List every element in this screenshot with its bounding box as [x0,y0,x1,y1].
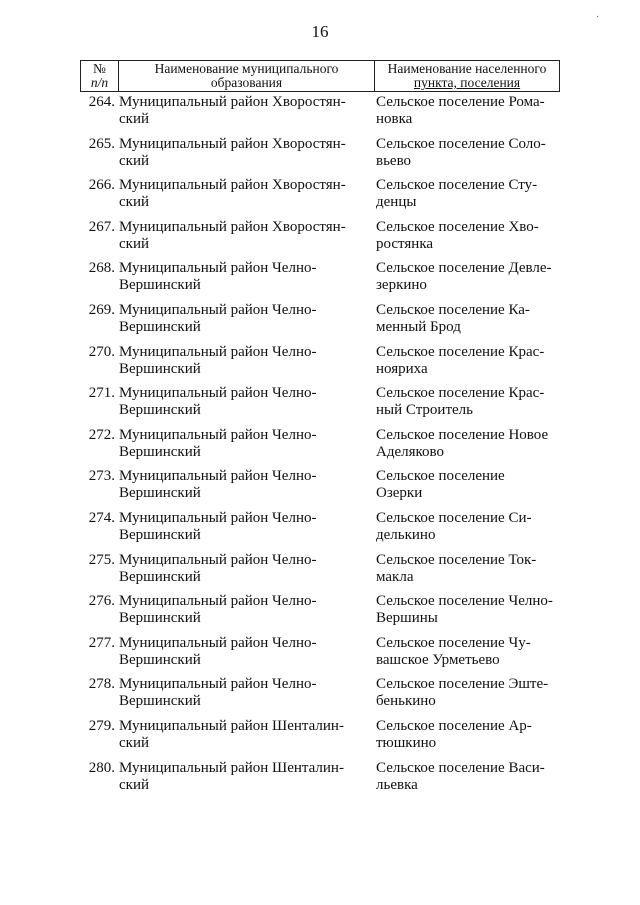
settlement-line: льевка [376,776,418,793]
municipality-line: Муниципальный район Шенталин- [119,717,344,734]
table-row [80,260,560,302]
settlement-cell [376,676,560,718]
table-row [80,344,560,386]
header-number-cell [81,61,119,91]
settlement-line: вашское Урметьево [376,651,500,668]
settlement-line: Озерки [376,485,423,502]
header-settlement-line1: Наименование населенного [387,61,547,76]
settlement-line: макла [376,568,414,585]
settlement-line: Сельское поселение Соло- [376,135,546,152]
municipality-cell [118,760,376,802]
settlement-line: бенькино [376,693,436,710]
row-number: 280. [88,759,115,776]
settlement-line: Сельское поселение Ка- [376,301,530,318]
table-row [80,177,560,219]
settlement-line: менный Брод [376,318,461,335]
table-body [80,94,560,801]
settlement-line: Сельское поселение Рома- [376,94,545,110]
municipality-line: Вершинский [119,402,201,419]
table-row [80,552,560,594]
settlement-line: Сельское поселение Чу- [376,634,531,651]
municipality-line: Вершинский [119,318,201,335]
table-row [80,718,560,760]
table-row [80,136,560,178]
municipality-line: Муниципальный район Шенталин- [119,759,344,776]
settlement-line: Сельское поселение [376,468,505,485]
settlement-line: Сельское поселение Си- [376,509,532,526]
table-row [80,219,560,261]
header-number-symbol: № [93,61,106,76]
row-number: 273. [88,468,115,485]
settlement-line: делькино [376,526,436,543]
settlement-line: тюшкино [376,734,437,751]
page-number: 16 [311,22,329,41]
settlement-cell [376,760,560,802]
municipality-line: Муниципальный район Челно- [119,468,317,485]
municipality-line: Муниципальный район Хворостян- [119,177,346,194]
municipality-line: ский [119,734,149,751]
municipality-line: Вершинский [119,443,201,460]
settlement-cell [376,219,560,261]
header-municipality-cell [119,61,375,91]
header-settlement-cell [375,61,559,91]
municipality-line: Муниципальный район Хворостян- [119,135,346,152]
settlement-cell [376,344,560,386]
settlement-cell [376,302,560,344]
row-number: 278. [88,676,115,693]
row-number: 277. [88,634,115,651]
header-number-abbr: п/п [90,75,109,90]
settlement-cell [376,510,560,552]
settlement-cell [376,177,560,219]
settlement-line: Сельское поселение Крас- [376,343,545,360]
row-number: 275. [88,551,115,568]
settlement-line: Сельское поселение Крас- [376,385,545,402]
municipality-cell [118,635,376,677]
row-number: 266. [88,177,115,194]
settlement-cell [376,94,560,136]
municipality-line: Вершинский [119,651,201,668]
table-row [80,302,560,344]
settlement-line: зеркино [376,277,427,294]
settlement-cell [376,552,560,594]
municipality-cell [118,676,376,718]
municipality-line: Муниципальный район Челно- [119,343,317,360]
municipality-line: ский [119,194,149,211]
table-row [80,676,560,718]
municipality-cell [118,468,376,510]
municipality-cell [118,552,376,594]
municipality-cell [118,136,376,178]
municipality-line: Муниципальный район Челно- [119,301,317,318]
table-row [80,593,560,635]
settlement-line: вьево [376,152,412,169]
municipality-line: Муниципальный район Хворостян- [119,218,346,235]
header-municipality-line2: образования [210,75,283,90]
settlement-line: Сельское поселение Челно- [376,593,553,610]
settlement-line: Сельское поселение Хво- [376,218,539,235]
settlement-cell [376,635,560,677]
row-number: 271. [88,385,115,402]
settlement-line: Сельское поселение Новое [376,426,549,443]
settlement-line: ный Строитель [376,402,473,419]
table-header [80,60,560,92]
settlement-line: денцы [376,194,417,211]
municipality-line: Вершинский [119,526,201,543]
municipality-line: Муниципальный район Челно- [119,426,317,443]
row-number: 264. [88,94,115,110]
settlement-line: новка [376,111,413,127]
table-row [80,468,560,510]
settlement-line: Вершины [376,610,438,627]
settlement-line: Сельское поселение Ар- [376,717,532,734]
municipality-line: ский [119,235,149,252]
row-number: 276. [88,593,115,610]
municipality-line: Муниципальный район Челно- [119,260,317,277]
settlement-line: Сельское поселение Сту- [376,177,538,194]
row-number: 267. [88,218,115,235]
municipality-line: Муниципальный район Хворостян- [119,94,346,110]
row-number: 272. [88,426,115,443]
municipality-cell [118,385,376,427]
municipality-cell [118,260,376,302]
table-row [80,760,560,802]
table-row [80,510,560,552]
municipality-line: Муниципальный район Челно- [119,676,317,693]
municipality-line: Муниципальный район Челно- [119,593,317,610]
settlement-cell [376,260,560,302]
municipality-cell [118,177,376,219]
row-number: 268. [88,260,115,277]
municipality-line: Вершинский [119,610,201,627]
row-number: 269. [88,301,115,318]
municipality-line: Вершинский [119,277,201,294]
municipality-cell [118,510,376,552]
settlement-line: нояриха [376,360,428,377]
table-row [80,427,560,469]
header-municipality-line1: Наименование муниципального [154,61,339,76]
table-row [80,635,560,677]
municipality-line: Муниципальный район Челно- [119,385,317,402]
header-settlement-line2: пункта, поселения [413,75,521,90]
settlement-cell [376,385,560,427]
settlement-cell [376,468,560,510]
settlement-line: Сельское поселение Васи- [376,759,545,776]
municipality-cell [118,718,376,760]
settlement-line: Аделяково [376,443,445,460]
settlement-cell [376,593,560,635]
municipality-cell [118,344,376,386]
settlement-cell [376,427,560,469]
municipality-cell [118,94,376,136]
municipality-line: Муниципальный район Челно- [119,551,317,568]
settlement-line: Сельское поселение Девле- [376,260,552,277]
municipality-line: ский [119,111,149,127]
municipality-line: Вершинский [119,568,201,585]
municipality-line: Вершинский [119,485,201,502]
municipality-cell [118,302,376,344]
municipality-cell [118,593,376,635]
corner-mark: · [596,12,600,23]
row-number: 279. [88,717,115,734]
municipality-line: ский [119,776,149,793]
municipality-line: Муниципальный район Челно- [119,509,317,526]
settlement-cell [376,718,560,760]
municipality-cell [118,427,376,469]
settlement-cell [376,136,560,178]
settlement-line: Сельское поселение Ток- [376,551,537,568]
municipality-line: Вершинский [119,693,201,710]
row-number: 274. [88,509,115,526]
table-row [80,94,560,136]
table-row [80,385,560,427]
row-number: 270. [88,343,115,360]
row-number: 265. [88,135,115,152]
settlement-line: ростянка [376,235,434,252]
municipality-line: Муниципальный район Челно- [119,634,317,651]
municipality-line: Вершинский [119,360,201,377]
municipality-cell [118,219,376,261]
municipality-line: ский [119,152,149,169]
settlement-line: Сельское поселение Эште- [376,676,549,693]
